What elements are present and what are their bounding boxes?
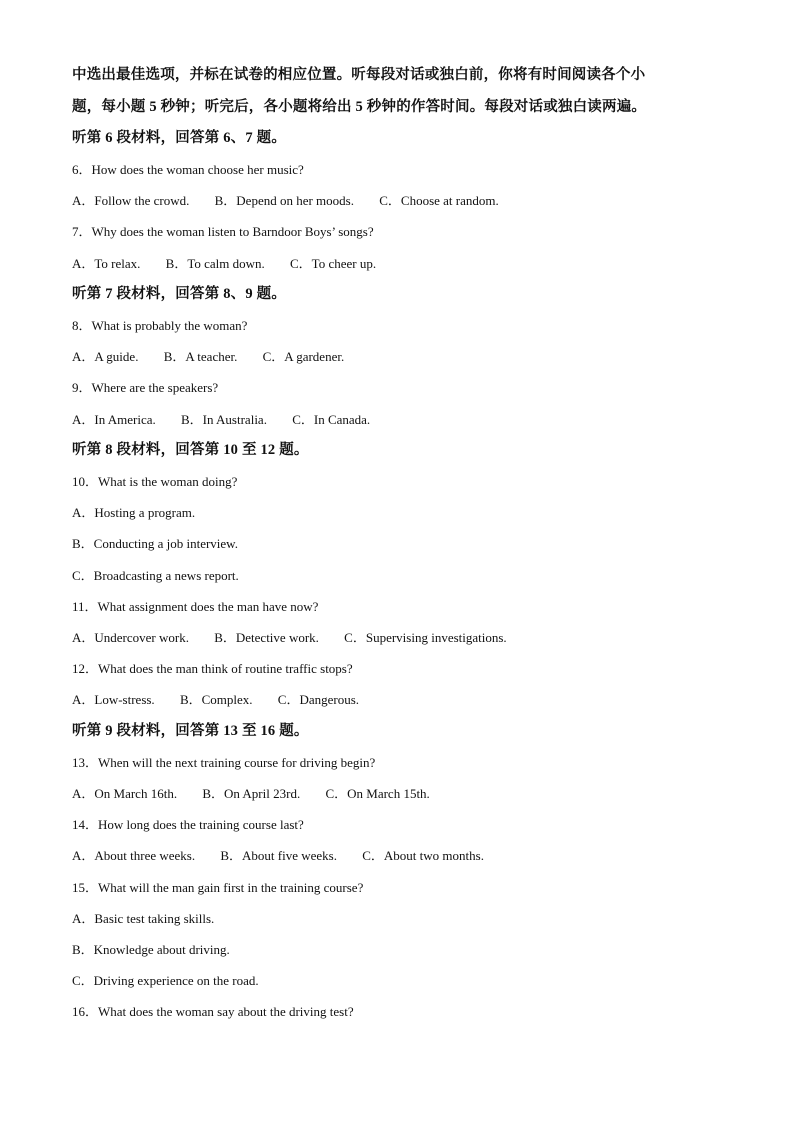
option-a: A．Low-stress. xyxy=(72,692,155,707)
question-14-options xyxy=(72,847,484,865)
question-15-stem: 15．What will the man gain first in the training course? xyxy=(72,880,364,895)
section-heading-8-9: 听第 7 段材料，回答第 8、9 题。 xyxy=(72,286,287,302)
question-15-option-b: B．Knowledge about driving. xyxy=(72,942,230,957)
question-6-stem: 6．How does the woman choose her music? xyxy=(72,162,304,177)
question-10-option-c: C．Broadcasting a news report. xyxy=(72,568,239,583)
section-heading-10-12: 听第 8 段材料，回答第 10 至 12 题。 xyxy=(72,442,309,458)
option-c: C．Choose at random. xyxy=(379,193,499,208)
option-b: B．Detective work. xyxy=(214,630,319,645)
option-c: C．Dangerous. xyxy=(277,692,360,707)
question-9-stem: 9．Where are the speakers? xyxy=(72,380,219,395)
option-b: B．On April 23rd. xyxy=(202,786,301,801)
option-b: B．A teacher. xyxy=(163,349,238,364)
question-7-stem: 7．Why does the woman listen to Barndoor Boys’ songs? xyxy=(72,224,374,239)
question-10-stem: 10．What is the woman doing? xyxy=(72,474,238,489)
section-heading-13-16: 听第 9 段材料，回答第 13 至 16 题。 xyxy=(72,723,309,739)
option-a: A．On March 16th. xyxy=(72,786,178,801)
question-13-options xyxy=(72,785,430,803)
option-c: C．About two months. xyxy=(362,848,484,863)
option-a: A．About three weeks. xyxy=(72,848,196,863)
instructions-line-1: 中选出最佳选项，并标在试卷的相应位置。听每段对话或独白前，你将有时间阅读各个小 xyxy=(72,67,646,83)
instructions-line-2: 题，每小题 5 秒钟；听完后，各小题将给出 5 秒钟的作答时间。每段对话或独白读两遍。 xyxy=(72,99,647,115)
option-a: A．Undercover work. xyxy=(72,630,189,645)
question-11-options xyxy=(72,629,507,647)
question-14-stem: 14．How long does the training course last? xyxy=(72,817,304,832)
option-c: C．On March 15th. xyxy=(325,786,430,801)
question-11-stem: 11．What assignment does the man have now? xyxy=(72,599,319,614)
question-7-options xyxy=(72,255,376,273)
option-b: B．In Australia. xyxy=(181,412,267,427)
option-b: B．Depend on her moods. xyxy=(214,193,354,208)
question-10-option-b: B．Conducting a job interview. xyxy=(72,536,238,551)
option-b: B．Complex. xyxy=(179,692,253,707)
option-b: B．To calm down. xyxy=(165,256,265,271)
option-a: A．Follow the crowd. xyxy=(72,193,190,208)
question-9-options xyxy=(72,411,370,429)
option-c: C．To cheer up. xyxy=(290,256,377,271)
question-15-option-c: C．Driving experience on the road. xyxy=(72,973,259,988)
question-13-stem: 13．When will the next training course for driving begin? xyxy=(72,755,376,770)
question-8-options xyxy=(72,348,344,366)
option-b: B．About five weeks. xyxy=(220,848,337,863)
option-c: C．In Canada. xyxy=(292,412,371,427)
question-10-option-a: A．Hosting a program. xyxy=(72,505,196,520)
question-15-option-a: A．Basic test taking skills. xyxy=(72,911,215,926)
question-6-options xyxy=(72,192,499,210)
question-12-stem: 12．What does the man think of routine traffic stops? xyxy=(72,661,353,676)
option-a: A．A guide. xyxy=(72,349,139,364)
option-a: A．In America. xyxy=(72,412,156,427)
question-8-stem: 8．What is probably the woman? xyxy=(72,318,248,333)
option-c: C．A gardener. xyxy=(262,349,345,364)
section-heading-6-7: 听第 6 段材料，回答第 6、7 题。 xyxy=(72,130,287,146)
question-12-options xyxy=(72,691,359,709)
question-16-stem: 16．What does the woman say about the driving test? xyxy=(72,1004,354,1019)
option-a: A．To relax. xyxy=(72,256,141,271)
option-c: C．Supervising investigations. xyxy=(344,630,507,645)
